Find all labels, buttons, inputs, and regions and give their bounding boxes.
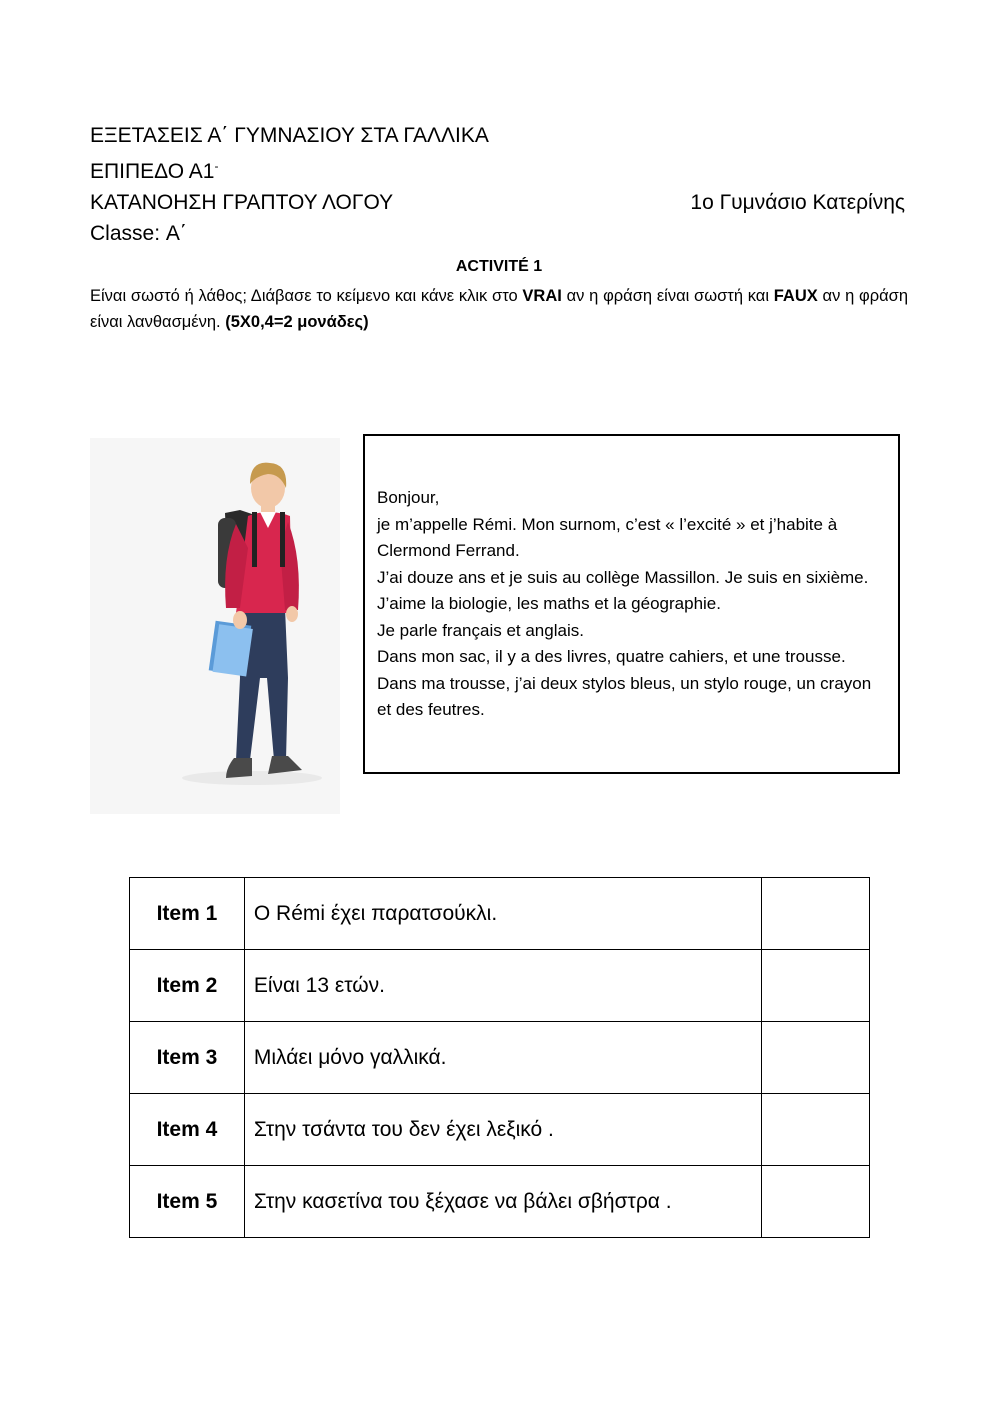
class-label: Classe: Α΄ <box>90 222 187 245</box>
item-statement: Ο Rémi έχει παρατσούκλι. <box>244 878 761 950</box>
school-name: 1ο Γυμνάσιο Κατερίνης <box>690 191 905 214</box>
text-paragraph: Je parle français et anglais. <box>377 620 584 640</box>
table-row <box>130 878 870 950</box>
activity-title: ACTIVITÉ 1 <box>455 258 543 275</box>
item-statement: Μιλάει μόνο γαλλικά. <box>244 1022 761 1094</box>
text-paragraph: Dans mon sac, il y a des livres, quatre cahiers, et une trousse. Dans ma trousse, j’ai deux stylos bleus, un stylo rouge, un crayon et des feutres. <box>377 647 872 719</box>
level-superscript: - <box>214 159 219 173</box>
points-info: (5Χ0,4=2 μονάδες) <box>225 313 369 331</box>
exam-level: ΕΠΙΠΕΔΟ Α1- <box>90 159 219 183</box>
item-label: Item 5 <box>130 1166 245 1238</box>
faux-keyword: FAUX <box>773 287 818 305</box>
item-label: Item 4 <box>130 1094 245 1166</box>
exam-header <box>90 120 905 249</box>
text-paragraph: J’ai douze ans et je suis au collège Massillon. Je suis en sixième. J’aime la biologie, les maths et la géographie. <box>377 567 869 613</box>
text-greeting: Bonjour, <box>377 488 440 507</box>
table-row <box>130 1166 870 1238</box>
items-table <box>129 877 870 1238</box>
answer-cell[interactable] <box>761 1166 869 1238</box>
table-row <box>130 950 870 1022</box>
exam-section: ΚΑΤΑΝΟΗΣΗ ΓΡΑΠΤΟΥ ΛΟΓΟΥ <box>90 191 394 214</box>
answer-cell[interactable] <box>761 1022 869 1094</box>
item-statement: Είναι 13 ετών. <box>244 950 761 1022</box>
student-illustration <box>90 438 340 814</box>
reading-text-box <box>363 434 900 774</box>
item-label: Item 3 <box>130 1022 245 1094</box>
item-statement: Στην κασετίνα του ξέχασε να βάλει σβήστρα . <box>244 1166 761 1238</box>
answer-cell[interactable] <box>761 878 869 950</box>
item-label: Item 2 <box>130 950 245 1022</box>
table-row <box>130 1022 870 1094</box>
item-statement: Στην τσάντα του δεν έχει λεξικό . <box>244 1094 761 1166</box>
activity-instructions: Είναι σωστό ή λάθος; Διάβασε το κείμενο και κάνε κλικ στο VRAI αν η φράση είναι σωστή και FAUX αν η φράση είναι λανθασμένη. (5Χ0,4=2 μονάδες) <box>90 287 909 331</box>
answer-cell[interactable] <box>761 950 869 1022</box>
text-paragraph: je m’appelle Rémi. Mon surnom, c’est « l’excité » et j’habite à Clermond Ferrand. <box>377 514 838 560</box>
exam-title: ΕΞΕΤΑΣΕΙΣ Α΄ ΓΥΜΝΑΣΙΟΥ ΣΤΑ ΓΑΛΛΙΚΑ <box>90 124 489 147</box>
item-label: Item 1 <box>130 878 245 950</box>
table-row <box>130 1094 870 1166</box>
student-photo <box>90 438 340 814</box>
answer-cell[interactable] <box>761 1094 869 1166</box>
vrai-keyword: VRAI <box>522 287 562 305</box>
